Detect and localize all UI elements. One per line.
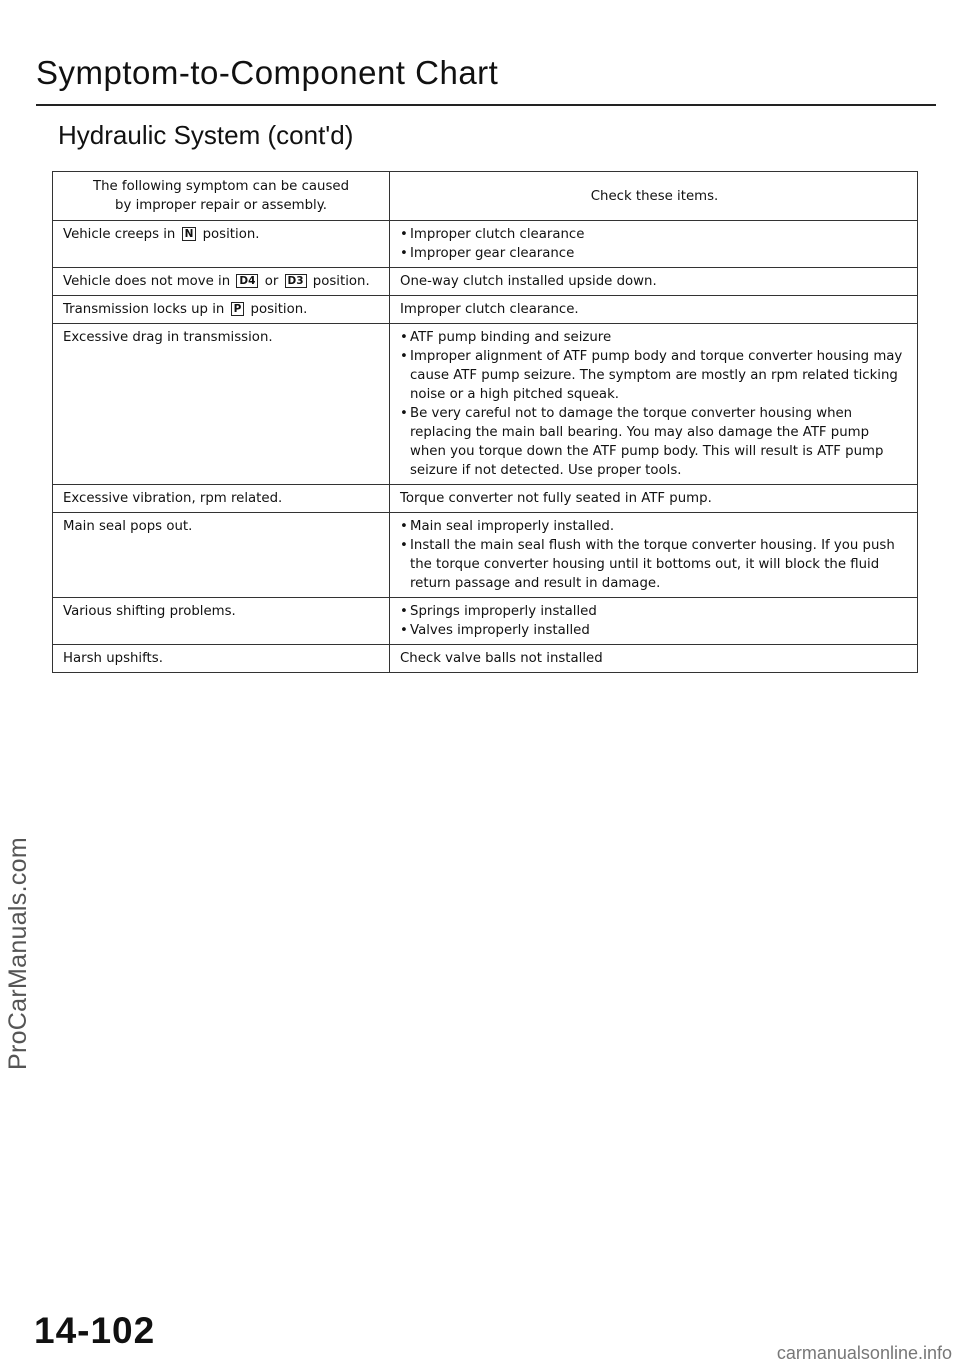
symptom-cell: [53, 221, 390, 268]
check-item: • Be very careful not to damage the torque converter housing when replacing the main ball bearing. You may also damage the ATF pump when you torque down the ATF pump body. This will result is ATF pump seizure if not detected. Use proper tools.: [400, 404, 909, 480]
check-cell: [390, 221, 918, 268]
title-rule: [36, 104, 936, 106]
page-title: Symptom-to-Component Chart: [36, 54, 499, 91]
check-text: One-way clutch installed upside down.: [400, 274, 657, 289]
check-item: • Main seal improperly installed.: [400, 517, 909, 536]
gear-position-indicator: D4: [236, 274, 258, 288]
symptom-cell: Excessive drag in transmission.: [53, 324, 390, 485]
check-item: • Improper gear clearance: [400, 244, 909, 263]
header-symptom: The following symptom can be caused by improper repair or assembly.: [53, 172, 390, 221]
check-text: Torque converter not fully seated in ATF pump.: [400, 491, 712, 506]
symptom-cell: Harsh upshifts.: [53, 645, 390, 673]
symptom-cell: [53, 268, 390, 296]
table-row: [53, 268, 918, 296]
check-cell: [390, 598, 918, 645]
symptom-text: Vehicle does not move in: [63, 274, 231, 289]
table-row: [53, 324, 918, 485]
check-item: • ATF pump binding and seizure: [400, 328, 909, 347]
symptom-cell: Main seal pops out.: [53, 513, 390, 598]
table-row: [53, 598, 918, 645]
symptom-table: [52, 171, 918, 673]
page-number: 14-102: [34, 1310, 156, 1351]
check-item: • Improper clutch clearance: [400, 225, 909, 244]
check-cell: [390, 513, 918, 598]
gear-position-indicator: P: [231, 302, 245, 316]
table-row: [53, 645, 918, 673]
symptom-text: position.: [312, 274, 370, 289]
symptom-text: Vehicle creeps in: [63, 227, 176, 242]
check-cell: [390, 268, 918, 296]
check-item: • Valves improperly installed: [400, 621, 909, 640]
header-check: Check these items.: [390, 172, 918, 221]
table-header-row: [53, 172, 918, 221]
check-item: • Install the main seal flush with the torque converter housing. If you push the torque converter housing until it bottoms out, it will block the fluid return passage and result in damage.: [400, 536, 909, 593]
check-cell: [390, 324, 918, 485]
symptom-cell: Excessive vibration, rpm related.: [53, 485, 390, 513]
table-row: [53, 513, 918, 598]
symptom-text: or: [264, 274, 279, 289]
table-row: [53, 485, 918, 513]
table-row: [53, 296, 918, 324]
check-item: • Improper alignment of ATF pump body and torque converter housing may cause ATF pump seizure. The symptom are mostly an rpm related ticking noise or a high pitched squeak.: [400, 347, 909, 404]
symptom-cell: Various shifting problems.: [53, 598, 390, 645]
symptom-cell: [53, 296, 390, 324]
symptom-text: Transmission locks up in: [63, 302, 225, 317]
gear-position-indicator: D3: [285, 274, 307, 288]
check-item: • Springs improperly installed: [400, 602, 909, 621]
check-cell: [390, 645, 918, 673]
check-cell: [390, 485, 918, 513]
footer-url: carmanualsonline.info: [776, 1343, 952, 1363]
check-text: Check valve balls not installed: [400, 651, 603, 666]
check-cell: [390, 296, 918, 324]
table-row: [53, 221, 918, 268]
gear-position-indicator: N: [182, 227, 197, 241]
symptom-text: position.: [250, 302, 308, 317]
symptom-text: position.: [202, 227, 260, 242]
check-text: Improper clutch clearance.: [400, 302, 579, 317]
section-subtitle: Hydraulic System (cont'd): [58, 120, 354, 150]
